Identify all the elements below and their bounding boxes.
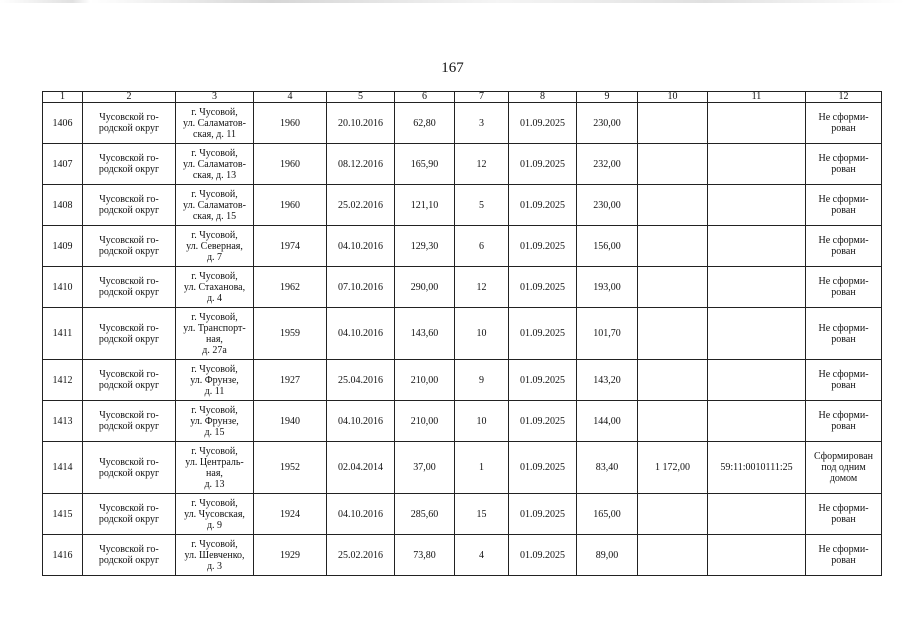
address-cell <box>176 185 254 226</box>
municipality-cell <box>83 401 176 442</box>
cell-line: Не сформи- <box>818 503 869 514</box>
record-number-cell: 1416 <box>43 535 83 576</box>
residents-cell: 10 <box>455 401 509 442</box>
cell-line: г. Чусовой, <box>191 147 238 159</box>
cell-line: Не сформи- <box>818 322 869 334</box>
cell-line: Не сформи- <box>818 112 869 123</box>
recognition-date-cell: 04.10.2016 <box>327 401 395 442</box>
recognition-date-cell: 04.10.2016 <box>327 308 395 360</box>
cell-line: г. Чусовой, <box>191 270 238 282</box>
cell-line: Не сформи- <box>818 276 869 287</box>
table-row <box>43 494 882 535</box>
cadastral-number-cell <box>708 185 806 226</box>
cell-line: рован <box>831 123 856 134</box>
cell-line: родской округ <box>98 287 160 298</box>
column-header: 8 <box>509 92 577 103</box>
cell-line: родской округ <box>98 123 160 134</box>
year-built-cell: 1940 <box>254 401 327 442</box>
municipality-cell <box>83 185 176 226</box>
value-cell: 83,40 <box>577 442 638 494</box>
municipality-cell <box>83 103 176 144</box>
housing-registry-table <box>42 91 882 576</box>
cell-line: Чусовской го- <box>99 194 159 205</box>
address-cell <box>176 144 254 185</box>
recognition-date-cell: 02.04.2014 <box>327 442 395 494</box>
area-cell: 62,80 <box>395 103 455 144</box>
cell-line: Не сформи- <box>818 194 869 205</box>
cadastral-number-cell <box>708 267 806 308</box>
land-area-cell <box>638 494 708 535</box>
cell-line: ская, д. 11 <box>193 128 236 140</box>
residents-cell: 6 <box>455 226 509 267</box>
column-header: 4 <box>254 92 327 103</box>
planned-date-cell: 01.09.2025 <box>509 144 577 185</box>
land-status-cell <box>806 308 882 360</box>
cell-line: г. Чусовой, <box>191 538 238 550</box>
residents-cell: 15 <box>455 494 509 535</box>
residents-cell: 5 <box>455 185 509 226</box>
column-number-row <box>43 92 882 103</box>
cell-line: родской округ <box>98 467 160 479</box>
cell-line: д. 15 <box>204 426 225 438</box>
planned-date-cell: 01.09.2025 <box>509 226 577 267</box>
land-area-cell <box>638 308 708 360</box>
land-area-cell <box>638 226 708 267</box>
municipality-cell <box>83 535 176 576</box>
cell-line: ул. Фрунзе, <box>190 415 239 427</box>
municipality-cell <box>83 494 176 535</box>
year-built-cell: 1960 <box>254 185 327 226</box>
page-number: 167 <box>441 60 464 76</box>
cell-line: родской округ <box>98 421 160 432</box>
year-built-cell: 1952 <box>254 442 327 494</box>
cell-line: г. Чусовой, <box>191 363 238 375</box>
cell-line: домом <box>829 473 858 484</box>
cell-line: рован <box>831 555 856 566</box>
land-status-cell <box>806 401 882 442</box>
cell-line: Сформирован <box>813 451 874 462</box>
residents-cell: 12 <box>455 144 509 185</box>
cell-line: г. Чусовой, <box>191 445 238 457</box>
recognition-date-cell: 20.10.2016 <box>327 103 395 144</box>
cell-line: ская, д. 13 <box>192 169 237 181</box>
cell-line: под одним <box>821 462 866 473</box>
cell-line: ул. Стаханова, <box>183 281 246 293</box>
planned-date-cell: 01.09.2025 <box>509 267 577 308</box>
area-cell: 121,10 <box>395 185 455 226</box>
cell-line: рован <box>831 287 856 298</box>
planned-date-cell: 01.09.2025 <box>509 185 577 226</box>
cell-line: Чусовской го- <box>99 503 159 514</box>
cadastral-number-cell <box>708 535 806 576</box>
land-area-cell <box>638 267 708 308</box>
column-header: 12 <box>806 92 882 103</box>
cell-line: Чусовской го- <box>99 456 159 468</box>
table-row <box>43 185 882 226</box>
cell-line: рован <box>831 333 856 345</box>
address-cell <box>176 401 254 442</box>
cell-line: Не сформи- <box>818 544 869 555</box>
land-status-cell <box>806 442 882 494</box>
address-cell <box>176 360 254 401</box>
municipality-cell <box>83 226 176 267</box>
cell-line: ул. Саламатов- <box>183 117 246 129</box>
cadastral-number-cell <box>708 401 806 442</box>
cell-line: г. Чусовой, <box>191 229 238 241</box>
cell-line: г. Чусовой, <box>191 311 238 323</box>
cell-line: Не сформи- <box>818 410 869 421</box>
area-cell: 143,60 <box>395 308 455 360</box>
cell-line: Чусовской го- <box>99 544 159 555</box>
residents-cell: 12 <box>455 267 509 308</box>
cell-line: ул. Транспорт- <box>183 322 246 334</box>
cell-line: родской округ <box>98 514 160 525</box>
cadastral-number-cell <box>708 144 806 185</box>
value-cell: 101,70 <box>577 308 638 360</box>
value-cell: 143,20 <box>577 360 638 401</box>
land-area-cell <box>638 103 708 144</box>
cell-line: Чусовской го- <box>99 153 159 164</box>
table-body <box>43 103 882 576</box>
cadastral-number-cell <box>708 103 806 144</box>
recognition-date-cell: 04.10.2016 <box>327 226 395 267</box>
land-status-cell <box>806 535 882 576</box>
cell-line: рован <box>831 380 856 391</box>
cell-line: ская, д. 15 <box>192 210 237 222</box>
recognition-date-cell: 07.10.2016 <box>327 267 395 308</box>
cell-line: рован <box>831 514 856 525</box>
address-cell <box>176 226 254 267</box>
cadastral-number-cell <box>708 308 806 360</box>
table-row <box>43 144 882 185</box>
column-header: 11 <box>708 92 806 103</box>
residents-cell: 1 <box>455 442 509 494</box>
cell-line: Чусовской го- <box>99 410 159 421</box>
value-cell: 232,00 <box>577 144 638 185</box>
value-cell: 165,00 <box>577 494 638 535</box>
record-number-cell: 1406 <box>43 103 83 144</box>
cell-line: рован <box>831 205 856 216</box>
column-header: 9 <box>577 92 638 103</box>
year-built-cell: 1962 <box>254 267 327 308</box>
address-cell <box>176 103 254 144</box>
column-header: 5 <box>327 92 395 103</box>
record-number-cell: 1410 <box>43 267 83 308</box>
cell-line: д. 3 <box>206 560 223 572</box>
cell-line: Чусовской го- <box>99 112 159 123</box>
cell-line: д. 27а <box>202 344 227 356</box>
cell-line: д. 13 <box>204 478 225 490</box>
table-row <box>43 103 882 144</box>
cell-line: Не сформи- <box>818 369 869 380</box>
planned-date-cell: 01.09.2025 <box>509 535 577 576</box>
value-cell: 230,00 <box>577 185 638 226</box>
cell-line: д. 7 <box>206 251 223 263</box>
cell-line: Чусовской го- <box>99 322 159 334</box>
year-built-cell: 1929 <box>254 535 327 576</box>
residents-cell: 9 <box>455 360 509 401</box>
cell-line: рован <box>831 246 856 257</box>
year-built-cell: 1927 <box>254 360 327 401</box>
table-row <box>43 267 882 308</box>
planned-date-cell: 01.09.2025 <box>509 360 577 401</box>
land-area-cell <box>638 185 708 226</box>
land-status-cell <box>806 494 882 535</box>
record-number-cell: 1409 <box>43 226 83 267</box>
year-built-cell: 1960 <box>254 144 327 185</box>
residents-cell: 4 <box>455 535 509 576</box>
table-row <box>43 308 882 360</box>
cell-line: родской округ <box>98 164 160 175</box>
cadastral-number-cell <box>708 226 806 267</box>
year-built-cell: 1960 <box>254 103 327 144</box>
year-built-cell: 1959 <box>254 308 327 360</box>
table-row <box>43 360 882 401</box>
cell-line: ул. Чусовская, <box>184 508 245 520</box>
cell-line: Не сформи- <box>818 153 869 164</box>
cell-line: рован <box>831 164 856 175</box>
recognition-date-cell: 25.02.2016 <box>327 185 395 226</box>
column-header: 7 <box>455 92 509 103</box>
cell-line: г. Чусовой, <box>191 188 238 200</box>
land-area-cell: 1 172,00 <box>638 442 708 494</box>
municipality-cell <box>83 144 176 185</box>
cell-line: ная, <box>206 333 223 345</box>
cell-line: ул. Шевченко, <box>184 549 245 561</box>
table-row <box>43 226 882 267</box>
address-cell <box>176 535 254 576</box>
cell-line: Чусовской го- <box>99 276 159 287</box>
land-area-cell <box>638 144 708 185</box>
area-cell: 285,60 <box>395 494 455 535</box>
year-built-cell: 1924 <box>254 494 327 535</box>
cadastral-number-cell: 59:11:0010111:25 <box>708 442 806 494</box>
recognition-date-cell: 25.04.2016 <box>327 360 395 401</box>
cell-line: Чусовской го- <box>99 369 159 380</box>
record-number-cell: 1412 <box>43 360 83 401</box>
municipality-cell <box>83 267 176 308</box>
cell-line: д. 4 <box>206 292 223 304</box>
record-number-cell: 1411 <box>43 308 83 360</box>
cell-line: рован <box>831 421 856 432</box>
cell-line: ул. Централь- <box>185 456 244 468</box>
record-number-cell: 1415 <box>43 494 83 535</box>
land-status-cell <box>806 267 882 308</box>
table-row <box>43 442 882 494</box>
land-status-cell <box>806 103 882 144</box>
value-cell: 89,00 <box>577 535 638 576</box>
cadastral-number-cell <box>708 494 806 535</box>
column-header: 2 <box>83 92 176 103</box>
cell-line: ная, <box>206 467 223 479</box>
planned-date-cell: 01.09.2025 <box>509 103 577 144</box>
cell-line: Не сформи- <box>818 235 869 246</box>
land-area-cell <box>638 535 708 576</box>
area-cell: 210,00 <box>395 401 455 442</box>
land-status-cell <box>806 144 882 185</box>
value-cell: 156,00 <box>577 226 638 267</box>
column-header: 6 <box>395 92 455 103</box>
cell-line: г. Чусовой, <box>191 404 238 416</box>
cell-line: родской округ <box>98 333 160 345</box>
area-cell: 165,90 <box>395 144 455 185</box>
address-cell <box>176 308 254 360</box>
planned-date-cell: 01.09.2025 <box>509 308 577 360</box>
land-area-cell <box>638 401 708 442</box>
land-status-cell <box>806 226 882 267</box>
record-number-cell: 1414 <box>43 442 83 494</box>
record-number-cell: 1407 <box>43 144 83 185</box>
cell-line: родской округ <box>98 205 160 216</box>
municipality-cell <box>83 308 176 360</box>
cell-line: ул. Фрунзе, <box>190 374 239 386</box>
area-cell: 37,00 <box>395 442 455 494</box>
cell-line: Чусовской го- <box>99 235 159 246</box>
land-status-cell <box>806 360 882 401</box>
cell-line: г. Чусовой, <box>191 106 238 118</box>
area-cell: 129,30 <box>395 226 455 267</box>
cell-line: ул. Северная, <box>186 240 243 252</box>
scan-edge <box>0 0 905 3</box>
value-cell: 193,00 <box>577 267 638 308</box>
area-cell: 210,00 <box>395 360 455 401</box>
column-header: 10 <box>638 92 708 103</box>
column-header: 3 <box>176 92 254 103</box>
cell-line: родской округ <box>98 555 160 566</box>
municipality-cell <box>83 360 176 401</box>
address-cell <box>176 494 254 535</box>
residents-cell: 3 <box>455 103 509 144</box>
recognition-date-cell: 04.10.2016 <box>327 494 395 535</box>
planned-date-cell: 01.09.2025 <box>509 442 577 494</box>
address-cell <box>176 267 254 308</box>
cell-line: родской округ <box>98 246 160 257</box>
cadastral-number-cell <box>708 360 806 401</box>
planned-date-cell: 01.09.2025 <box>509 401 577 442</box>
recognition-date-cell: 25.02.2016 <box>327 535 395 576</box>
cell-line: ул. Саламатов- <box>183 158 246 170</box>
table-row <box>43 535 882 576</box>
column-header: 1 <box>43 92 83 103</box>
cell-line: г. Чусовой, <box>191 497 238 509</box>
cell-line: д. 11 <box>204 385 225 397</box>
table-row <box>43 401 882 442</box>
cell-line: ул. Саламатов- <box>183 199 246 211</box>
area-cell: 290,00 <box>395 267 455 308</box>
recognition-date-cell: 08.12.2016 <box>327 144 395 185</box>
land-status-cell <box>806 185 882 226</box>
value-cell: 230,00 <box>577 103 638 144</box>
cell-line: д. 9 <box>206 519 223 531</box>
address-cell <box>176 442 254 494</box>
cell-line: родской округ <box>98 380 160 391</box>
land-area-cell <box>638 360 708 401</box>
residents-cell: 10 <box>455 308 509 360</box>
value-cell: 144,00 <box>577 401 638 442</box>
record-number-cell: 1413 <box>43 401 83 442</box>
planned-date-cell: 01.09.2025 <box>509 494 577 535</box>
year-built-cell: 1974 <box>254 226 327 267</box>
area-cell: 73,80 <box>395 535 455 576</box>
record-number-cell: 1408 <box>43 185 83 226</box>
municipality-cell <box>83 442 176 494</box>
